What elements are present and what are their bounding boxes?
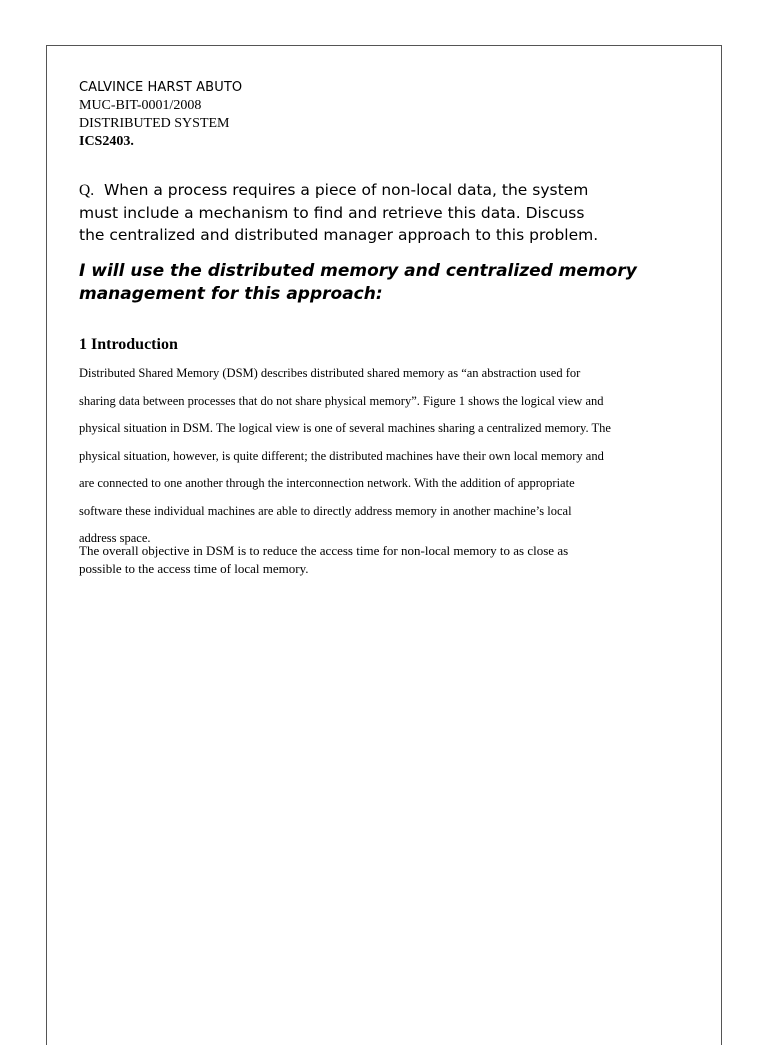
section-heading: 1 Introduction: [79, 336, 178, 353]
question-line: When a process requires a piece of non-local data, the system: [103, 181, 589, 199]
intro-line: physical situation in DSM. The logical view is one of several machines sharing a centralized memory. The: [79, 421, 611, 435]
intro-line: physical situation, however, is quite different; the distributed machines have their own local memory and: [79, 448, 604, 463]
question-marker: Q.: [79, 182, 95, 199]
question-text: [79, 179, 689, 246]
author-name: CALVINCE HARST ABUTO: [79, 80, 243, 95]
intro-line: Distributed Shared Memory (DSM) describes distributed shared memory as “an abstraction used for: [79, 366, 581, 380]
approach-statement: [79, 260, 699, 306]
document-page: [46, 45, 722, 1045]
course-code: ICS2403.: [79, 134, 134, 149]
objective-line: possible to the access time of local memory.: [79, 561, 309, 576]
intro-line: sharing data between processes that do not share physical memory”. Figure 1 shows the logical view and: [79, 393, 604, 408]
approach-line: I will use the distributed memory and centralized memory: [79, 261, 637, 281]
question-line: the centralized and distributed manager approach to this problem.: [79, 226, 599, 244]
objective-paragraph: [79, 542, 694, 578]
intro-line: address space.: [79, 531, 151, 545]
question-line: must include a mechanism to find and retrieve this data. Discuss: [79, 204, 585, 222]
objective-line: The overall objective in DSM is to reduce the access time for non-local memory to as close as: [79, 543, 569, 558]
course-title: DISTRIBUTED SYSTEM: [79, 116, 230, 131]
registration-number: MUC-BIT-0001/2008: [79, 98, 202, 113]
intro-line: software these individual machines are able to directly address memory in another machine’s local: [79, 503, 572, 518]
approach-line: management for this approach:: [79, 284, 383, 304]
author-header: [79, 79, 242, 151]
intro-line: are connected to one another through the interconnection network. With the addition of appropriate: [79, 476, 575, 490]
intro-paragraph: [79, 360, 694, 553]
